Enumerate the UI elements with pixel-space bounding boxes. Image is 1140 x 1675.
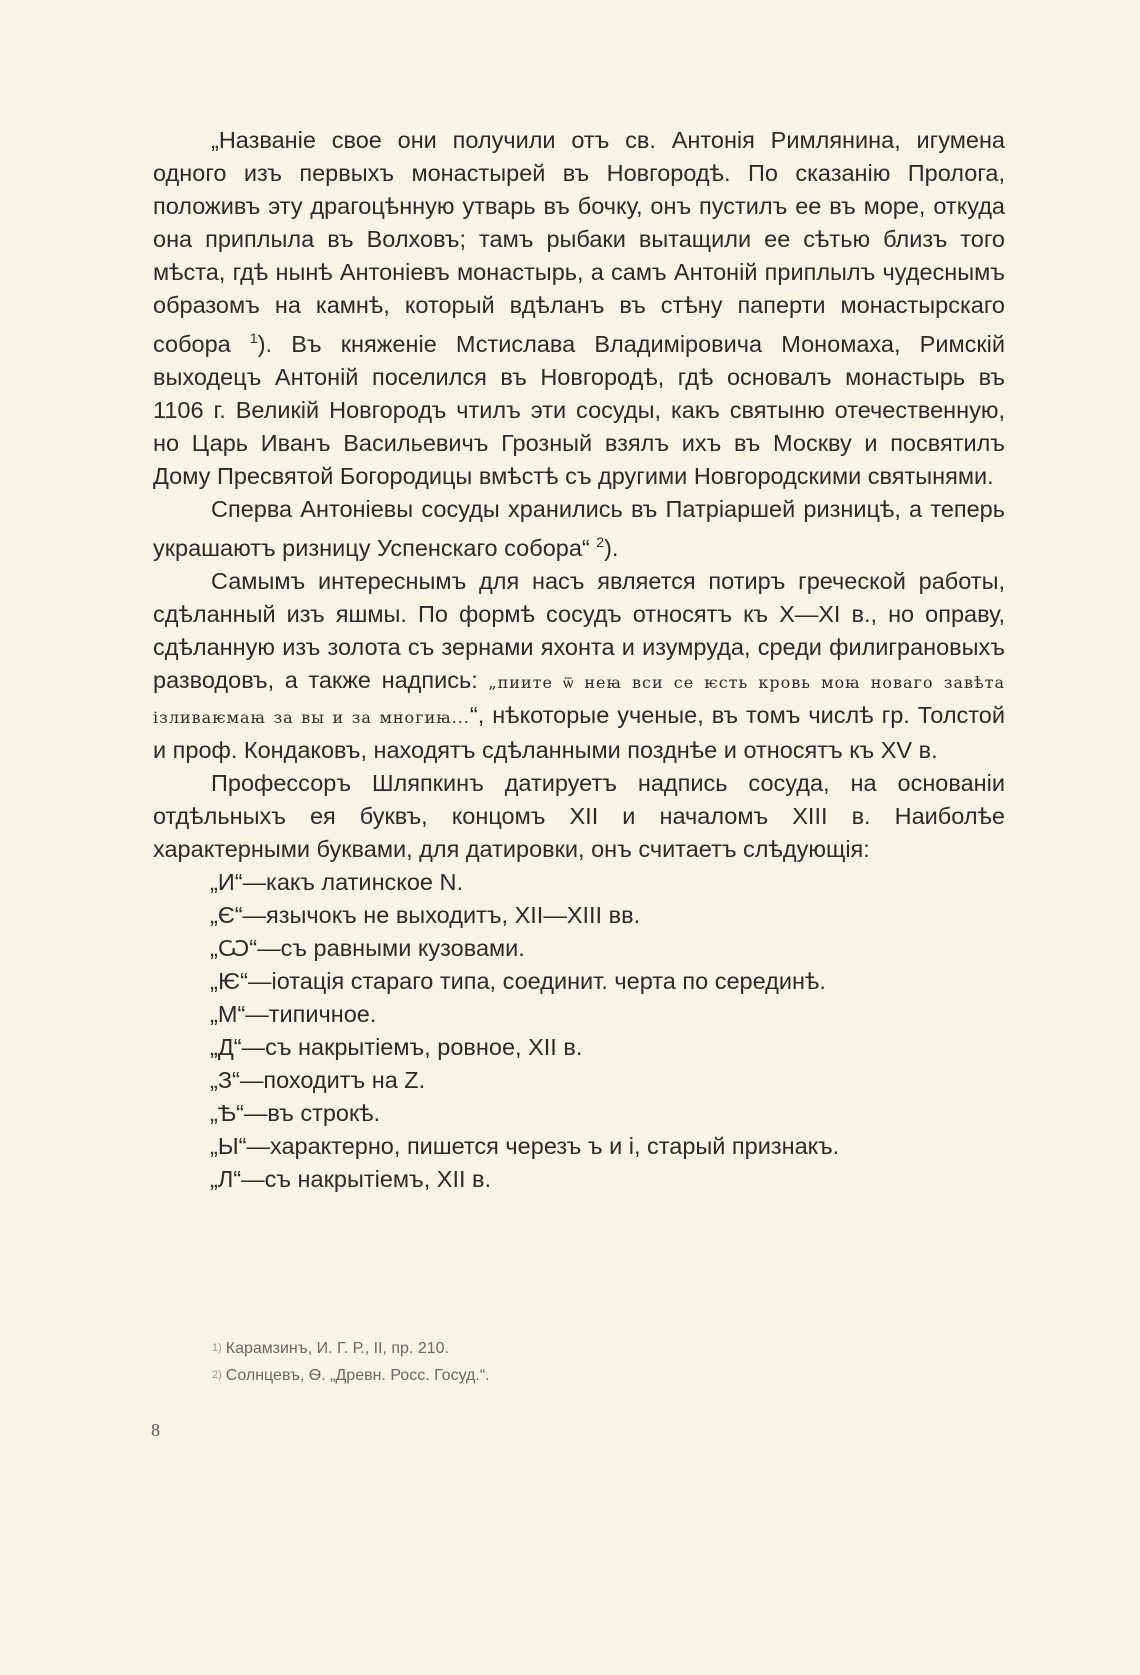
page-body: [153, 124, 1005, 1196]
footnote-text: Карамзинъ, И. Г. Р., II, пр. 210.: [225, 1340, 449, 1357]
footnote-text: Солнцевъ, Ѳ. „Древн. Росс. Госуд.“.: [225, 1367, 490, 1384]
letter-item: „Ѡ“—съ равными кузовами.: [210, 934, 525, 961]
paragraph-1-text: „Названіе свое они получили отъ св. Антонія Римлянина, игумена одного изъ первыхъ монастырей въ Новгородѣ. По сказанію Пролога, положивъ эту драгоцѣнную утварь въ бочку, онъ пустилъ ее въ море, откуда она приплыла въ Волховъ; тамъ рыбаки вытащили ее сѣтью близъ того мѣста, гдѣ нынѣ Антоніевъ монастырь, а самъ Антоній приплылъ чудеснымъ образомъ на камнѣ, который вдѣланъ въ стѣну паперти монастырскаго собора: [153, 127, 1005, 357]
letter-item: „Л“—съ накрытіемъ, XII в.: [210, 1165, 492, 1192]
paragraph-2-end: ).: [604, 534, 619, 561]
church-slavonic-inscription: „пиите ѿ неꙗ вси се ѥсть кровь моꙗ новаго завѣта ізливаѥмаꙗ за вы и за многиꙗ...: [153, 672, 1006, 727]
letter-item: „Ы“—характерно, пишется черезъ ъ и і, старый признакъ.: [210, 1132, 840, 1159]
footnote-mark: 2): [212, 1369, 222, 1381]
letter-item: „Д“—съ накрытіемъ, ровное, XII в.: [210, 1033, 583, 1060]
footnote-mark: 1): [212, 1342, 222, 1354]
paragraph-3-text: Самымъ интереснымъ для насъ является потиръ греческой работы, сдѣланный изъ яшмы. По формѣ сосудъ относятъ къ X—XI в., но оправу, сдѣланную изъ золота съ зернами яхонта и изумруда, среди филиграновыхъ разводовъ, а также надпись:: [153, 567, 1005, 693]
page-number: 8: [151, 1420, 160, 1440]
letter-item: „М“—типичное.: [210, 1000, 377, 1027]
letter-item: „Ѣ“—въ строкѣ.: [210, 1099, 381, 1126]
paragraph-1: [153, 124, 1005, 493]
letter-item: „И“—какъ латинское N.: [210, 868, 464, 895]
letter-item: „Ѥ“—іотація стараго типа, соединит. черта по серединѣ.: [210, 967, 826, 994]
footnotes: [212, 1335, 490, 1389]
letter-list: [153, 866, 1005, 1196]
footnote-1: [212, 1335, 490, 1362]
letter-item: „З“—походитъ на Z.: [210, 1066, 426, 1093]
footnote-ref-2: 2: [596, 533, 605, 550]
paragraph-4: Профессоръ Шляпкинъ датируетъ надпись сосуда, на основаніи отдѣльныхъ ея буквъ, концомъ XII и началомъ XIII в. Наиболѣе характерными буквами, для датировки, онъ считаетъ слѣдующія:: [153, 769, 1005, 862]
paragraph-2-text: Сперва Антоніевы сосуды хранились въ Патріаршей ризницѣ, а теперь украшаютъ ризницу Успенскаго собора“: [153, 495, 1005, 561]
paragraph-3-continuation: “, нѣкоторые ученые, въ томъ числѣ гр. Толстой и проф. Кондаковъ, находятъ сдѣланными позднѣе и относятъ къ XV в.: [153, 701, 1005, 763]
paragraph-3: [153, 565, 1005, 767]
footnote-2: [212, 1362, 490, 1389]
footnote-ref-1: 1: [249, 330, 258, 346]
paragraph-2: [153, 493, 1005, 565]
paragraph-1-continuation: ). Въ княженіе Мстислава Владиміровича Мономаха, Римскій выходецъ Антоній поселился въ Новгородѣ, гдѣ основалъ монастырь въ 1106 г. Великій Новгородъ чтилъ эти сосуды, какъ святыню отечественную, но Царь Иванъ Васильевичъ Грозный взялъ ихъ въ Москву и посвятилъ Дому Пресвятой Богородицы вмѣстѣ съ другими Новгородскими святынями.: [153, 330, 1006, 489]
letter-item: „Є“—язычокъ не выходитъ, XII—XIII вв.: [210, 901, 641, 928]
